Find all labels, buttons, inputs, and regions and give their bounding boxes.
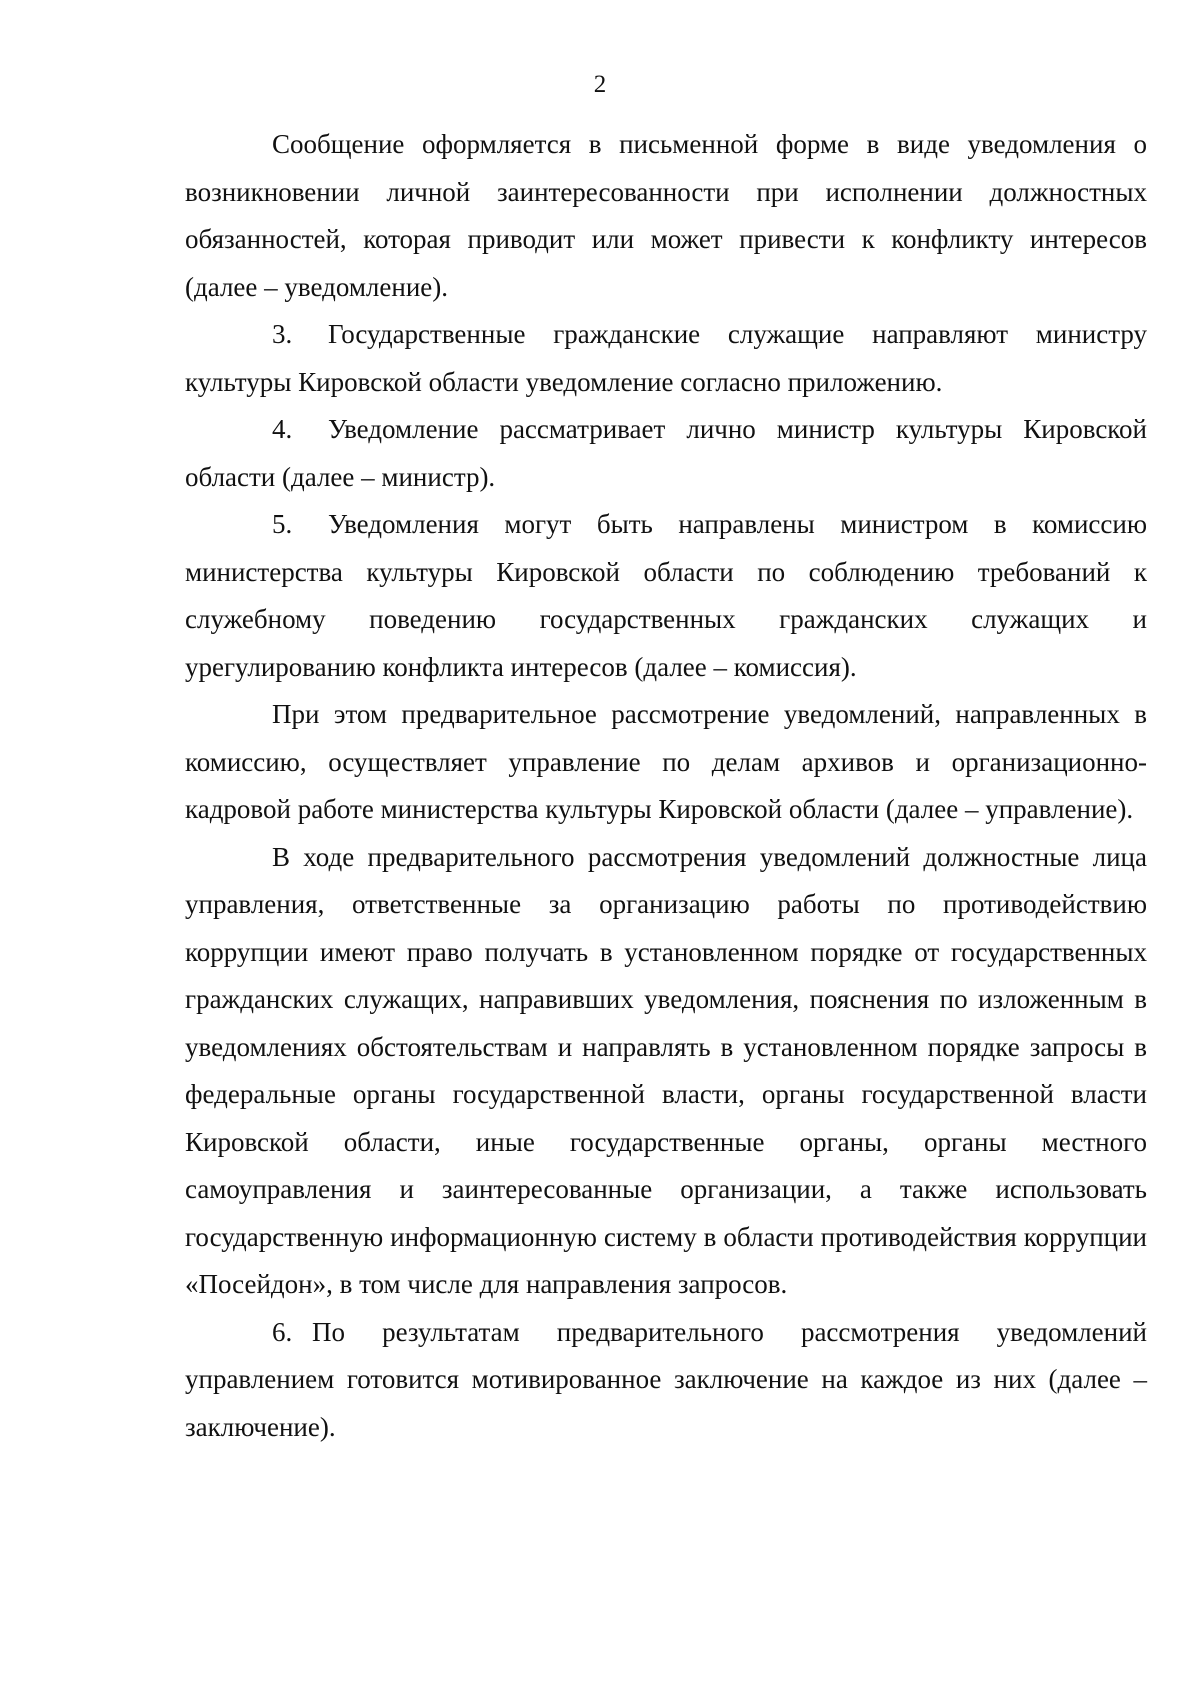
paragraph-text: При этом предварительное рассмотрение уведомлений, направленных в комиссию, осуществляет управление по делам архивов и организационно-кадровой работе министерства культуры Кировской области (далее – управление). xyxy=(185,699,1147,824)
paragraph-text: В ходе предварительного рассмотрения уведомлений должностные лица управления, ответственные за организацию работы по противодействию коррупции имеют право получать в установленном порядке от государственных гражданских служащих, направивших уведомления, пояснения по изложенным в уведомлениях обстоятельствам и направлять в установленном порядке запросы в федеральные органы государственной власти, органы государственной власти Кировской области, иные государственные органы, органы местного самоуправления и заинтересованные организации, а также использовать государственную информационную систему в области противодействия коррупции «Посейдон», в том числе для направления запросов. xyxy=(185,841,1147,1299)
paragraph-item-5 xyxy=(185,501,1147,691)
paragraph-text: Сообщение оформляется в письменной форме в виде уведомления о возникновении личной заинтересованности при исполнении должностных обязанностей, которая приводит или может привести к конфликту интересов (далее – уведомление). xyxy=(185,129,1147,302)
paragraph-item-3 xyxy=(185,311,1147,406)
paragraph-item-4 xyxy=(185,406,1147,501)
paragraph-text: Уведомления могут быть направлены министром в комиссию министерства культуры Кировской области по соблюдению требований к служебному поведению государственных гражданских служащих и урегулированию конфликта интересов (далее – комиссия). xyxy=(185,509,1147,682)
item-number: 4. xyxy=(272,414,293,444)
document-body xyxy=(185,121,1147,1451)
paragraph-text: По результатам предварительного рассмотрения уведомлений управлением готовится мотивированное заключение на каждое из них (далее – заключение). xyxy=(185,1316,1147,1442)
paragraph-text: Уведомление рассматривает лично министр культуры Кировской области (далее – министр). xyxy=(185,414,1147,492)
item-number: 6. xyxy=(272,1316,293,1347)
paragraph-item-6 xyxy=(185,1309,1147,1452)
paragraph-preliminary-review xyxy=(185,691,1147,834)
item-number: 5. xyxy=(272,509,293,539)
item-number: 3. xyxy=(272,319,293,349)
paragraph-text: Государственные гражданские служащие направляют министру культуры Кировской области уведомление согласно приложению. xyxy=(185,319,1147,397)
paragraph-notification-form xyxy=(185,121,1147,311)
paragraph-review-process xyxy=(185,834,1147,1309)
page-number: 2 xyxy=(593,71,607,98)
